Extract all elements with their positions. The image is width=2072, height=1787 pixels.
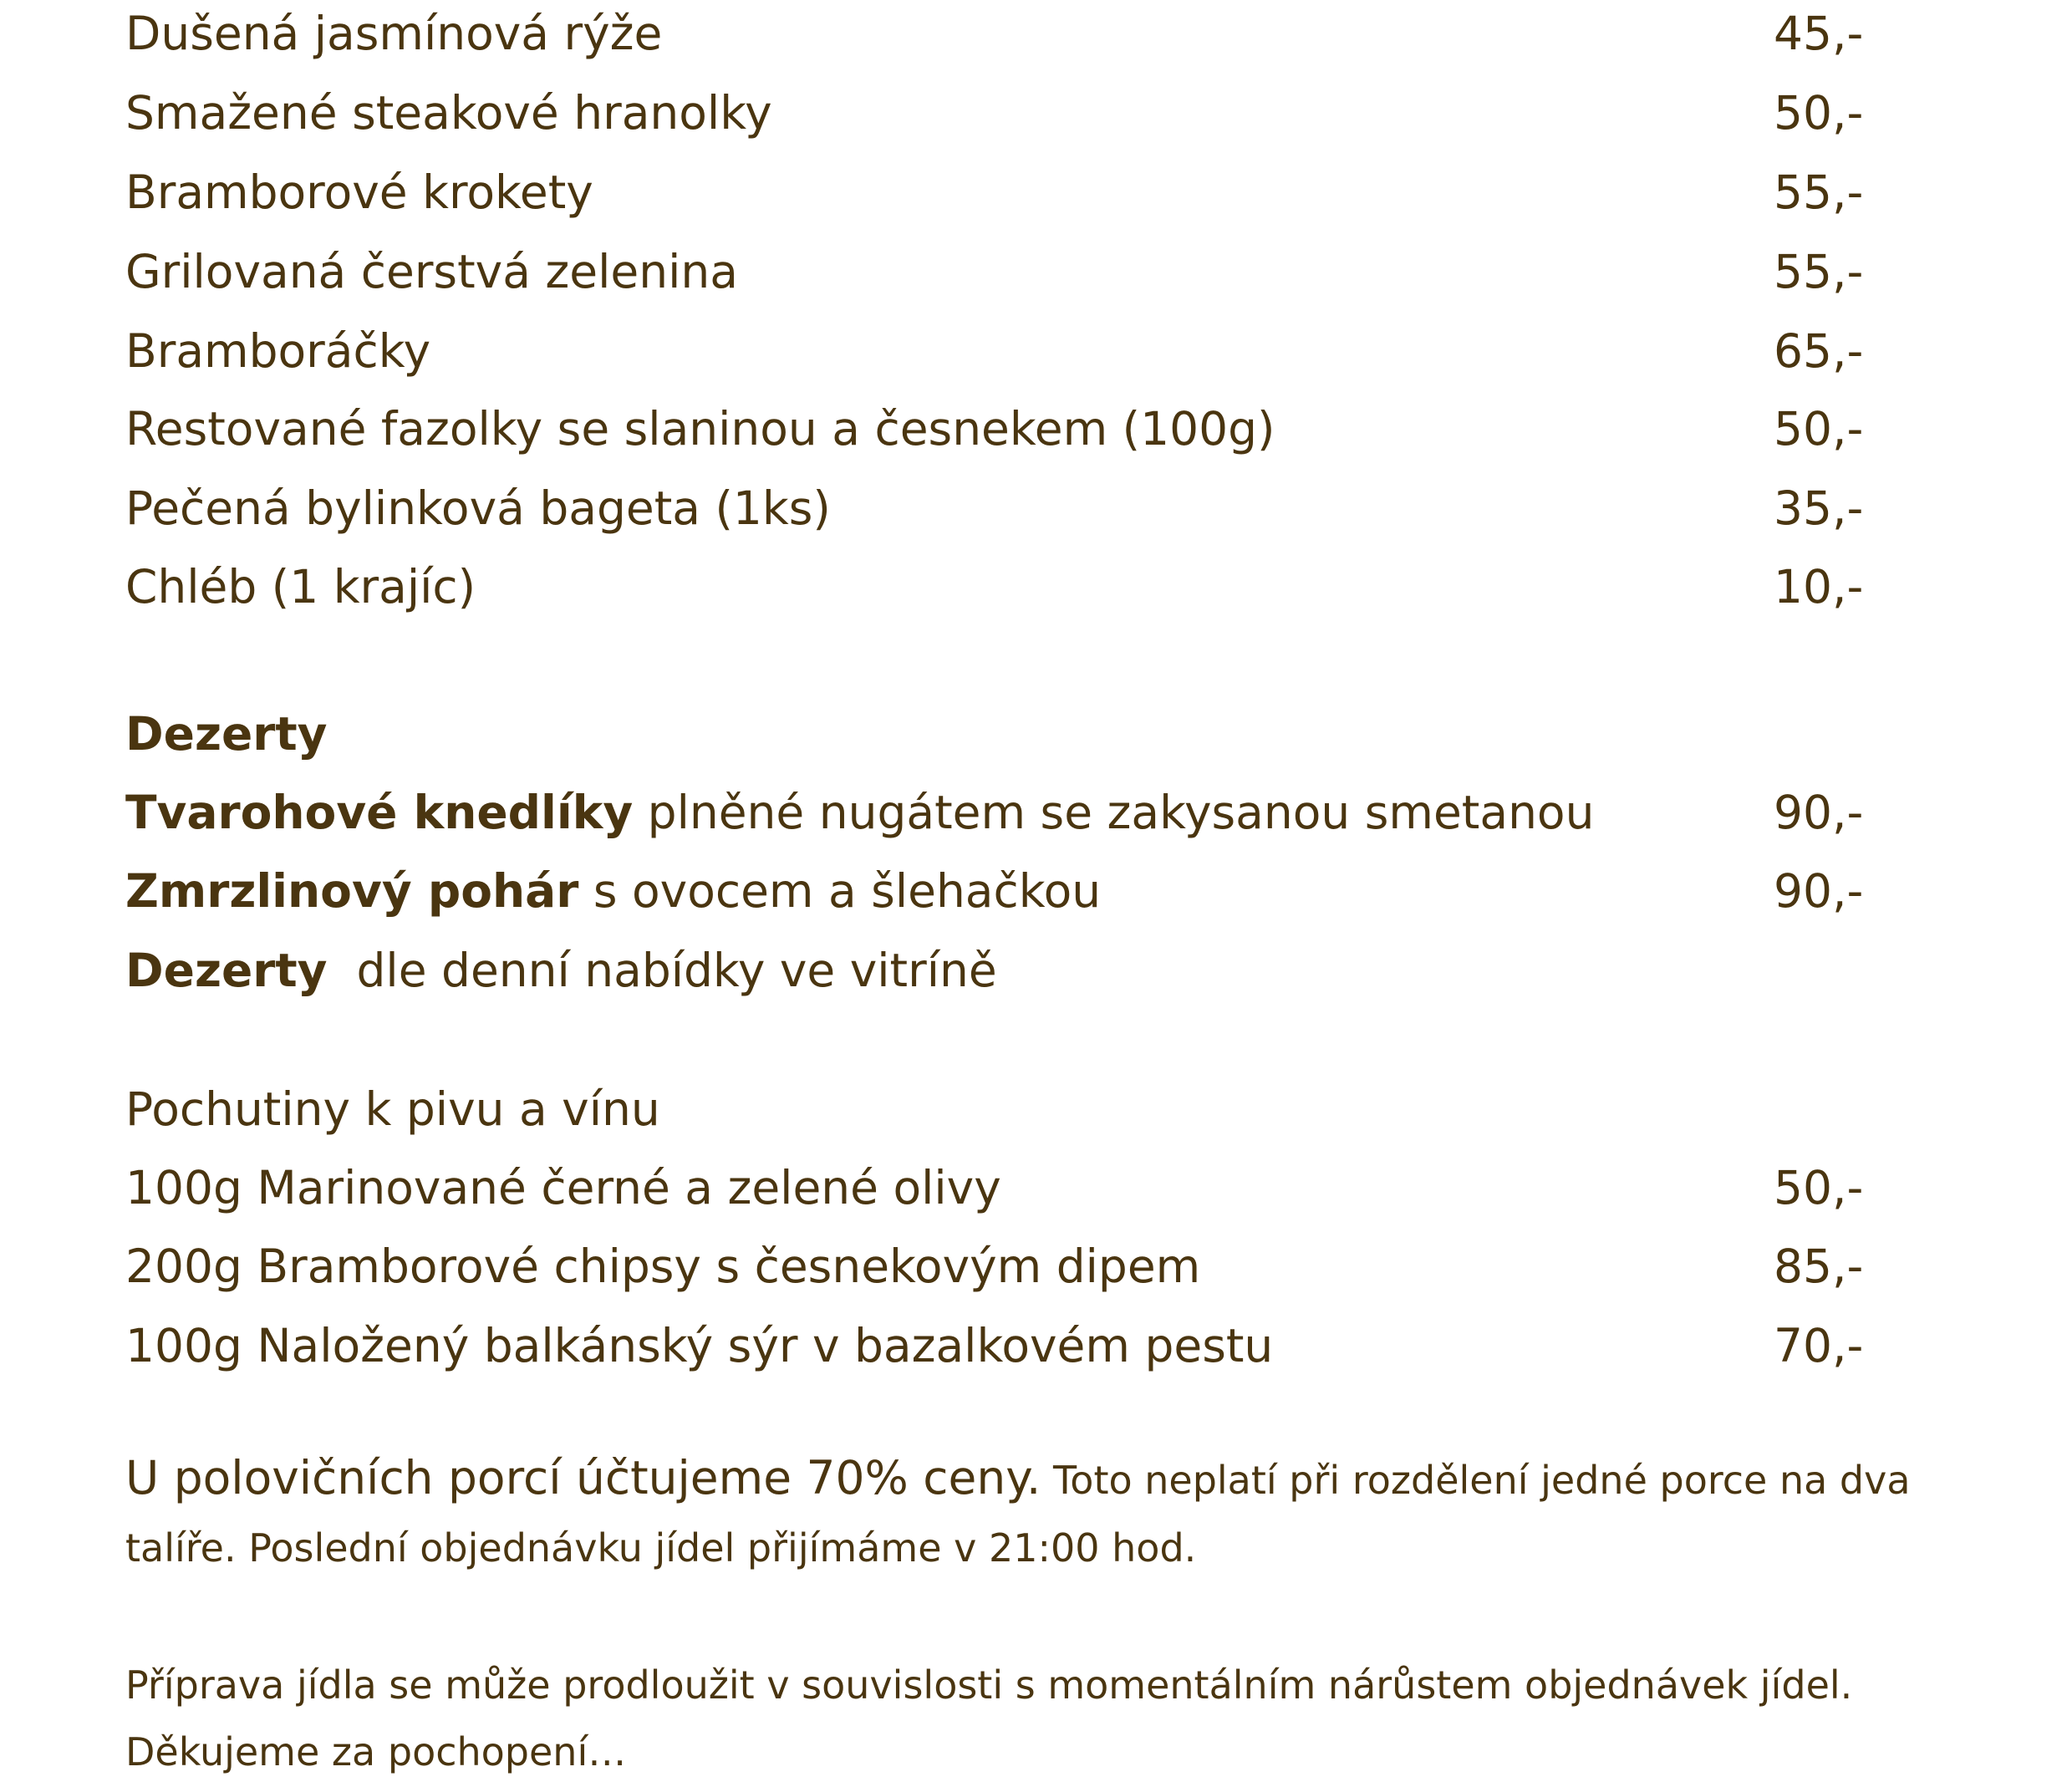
dessert-item-name xyxy=(125,783,1594,842)
menu-item-name: Bramborové krokety xyxy=(125,165,593,219)
menu-item-name: Grilovaná čerstvá zelenina xyxy=(125,245,738,298)
dessert-item-description: dle denní nabídky ve vitríně xyxy=(327,944,997,997)
menu-item-name: Smažené steakové hranolky xyxy=(125,86,772,140)
half-portion-note xyxy=(125,1448,1939,1519)
section-heading-desserts: Dezerty xyxy=(125,707,328,761)
dessert-item-price: 90,- xyxy=(1774,786,1864,839)
menu-item-price: 50,- xyxy=(1774,402,1864,456)
dessert-item-name xyxy=(125,941,997,1000)
dessert-item-description: s ovocem a šlehačkou xyxy=(578,864,1102,918)
preparation-note: Příprava jídla se může prodloužit v souvislosti s momentálním nárůstem objednávek jídel. xyxy=(125,1662,1853,1708)
menu-item-name: Dušená jasmínová rýže xyxy=(125,7,663,60)
menu-item-name: Bramboráčky xyxy=(125,324,431,378)
thank-you-note: Děkujeme za pochopení… xyxy=(125,1729,627,1774)
snack-item-price: 70,- xyxy=(1774,1319,1864,1372)
snack-item-price: 50,- xyxy=(1774,1161,1864,1214)
half-portion-note-detail: Toto neplatí při rozdělení jedné porce na dva xyxy=(1041,1458,1911,1503)
menu-item-name: Pečená bylinková bageta (1ks) xyxy=(125,481,831,535)
dessert-item-description: plněné nugátem se zakysanou smetanou xyxy=(633,786,1595,839)
menu-item-price: 45,- xyxy=(1774,7,1864,60)
dessert-item-title: Dezerty xyxy=(125,944,328,997)
menu-item-name: Restované fazolky se slaninou a česnekem (100g) xyxy=(125,402,1275,456)
snack-item-name: 100g Marinované černé a zelené olivy xyxy=(125,1161,1001,1214)
menu-item-price: 35,- xyxy=(1774,481,1864,535)
menu-item-price: 50,- xyxy=(1774,86,1864,140)
snack-item-name: 100g Naložený balkánský sýr v bazalkovém pestu xyxy=(125,1319,1274,1372)
snack-item-price: 85,- xyxy=(1774,1240,1864,1293)
section-heading-snacks: Pochutiny k pivu a vínu xyxy=(125,1082,660,1136)
last-order-note: talíře. Poslední objednávku jídel přijímáme v 21:00 hod. xyxy=(125,1525,1197,1571)
snack-item-name: 200g Bramborové chipsy s česnekovým dipem xyxy=(125,1240,1201,1293)
menu-item-price: 65,- xyxy=(1774,324,1864,378)
dessert-item-price: 90,- xyxy=(1774,864,1864,918)
dessert-item-title: Zmrzlinový pohár xyxy=(125,864,579,918)
half-portion-note-main: U polovičních porcí účtujeme 70% ceny. xyxy=(125,1451,1041,1504)
menu-item-price: 55,- xyxy=(1774,245,1864,298)
menu-item-price: 10,- xyxy=(1774,560,1864,613)
menu-item-name: Chléb (1 krajíc) xyxy=(125,560,476,613)
dessert-item-title: Tvarohové knedlíky xyxy=(125,786,634,839)
dessert-item-name xyxy=(125,862,1101,920)
menu-item-price: 55,- xyxy=(1774,165,1864,219)
